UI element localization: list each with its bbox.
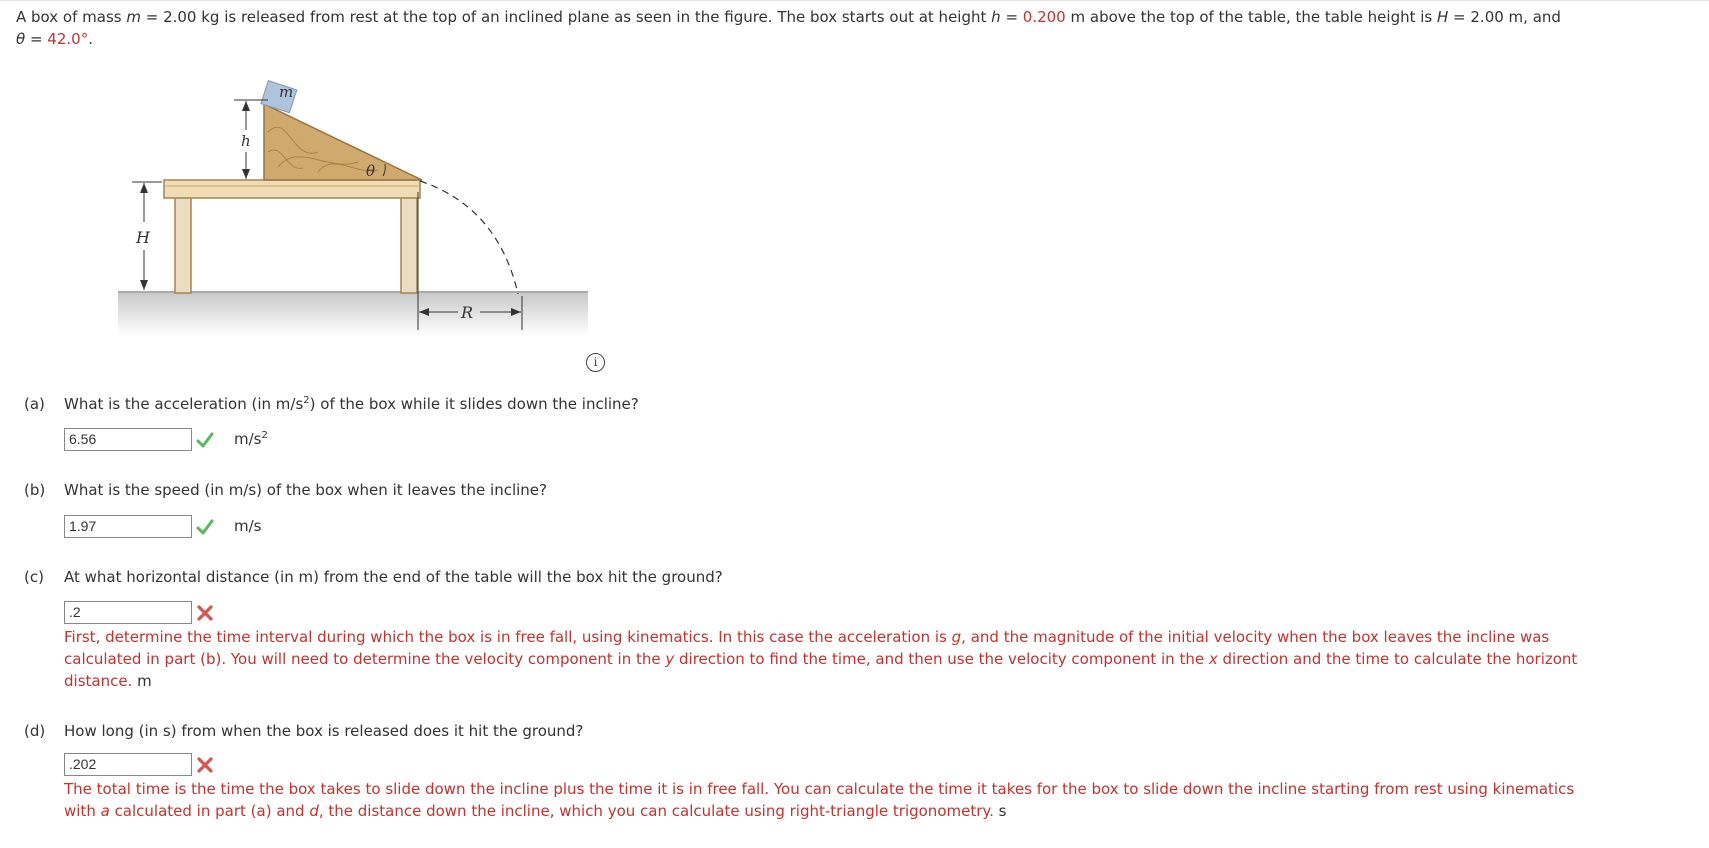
checkmark-icon xyxy=(195,517,215,537)
var-d: d xyxy=(309,802,319,820)
feedback-line xyxy=(64,670,1577,692)
incline-wedge xyxy=(264,104,422,180)
question-text: How long (in s) from when the box is released does it hit the ground? xyxy=(64,722,584,740)
floor xyxy=(118,292,588,336)
feedback-text: distance. xyxy=(64,672,133,690)
answer-input-a[interactable]: 6.56 xyxy=(64,428,192,451)
theta-value: 42.0° xyxy=(47,30,89,48)
x-mark-icon xyxy=(195,755,215,775)
feedback-text: calculated in part (b). You will need to determine the velocity component in the xyxy=(64,650,666,668)
var-H: H xyxy=(1437,8,1449,26)
question-label: (c) xyxy=(24,568,44,586)
problem-statement xyxy=(16,6,1706,50)
question-text: What is the acceleration (in m/s xyxy=(64,395,304,413)
question-text: At what horizontal distance (in m) from the end of the table will the box hit the ground? xyxy=(64,568,723,586)
table-leg-left xyxy=(175,197,191,293)
unit-label: m xyxy=(137,672,152,690)
feedback-d xyxy=(64,778,1574,822)
problem-text: A box of mass xyxy=(16,8,127,26)
var-m: m xyxy=(126,8,141,26)
feedback-line xyxy=(64,800,1574,822)
answer-input-b[interactable]: 1.97 xyxy=(64,515,192,538)
question-b xyxy=(24,481,547,499)
label-h: h xyxy=(241,132,251,150)
feedback-text: , and the magnitude of the initial velocity when the box leaves the incline was xyxy=(961,628,1550,646)
var-g: g xyxy=(951,628,962,646)
question-a xyxy=(24,395,639,413)
var-y: y xyxy=(665,650,675,668)
var-x: x xyxy=(1208,650,1218,668)
feedback-line xyxy=(64,778,1574,800)
answer-input-d[interactable]: .202 xyxy=(64,753,192,776)
question-c xyxy=(24,568,723,586)
problem-line-1 xyxy=(16,6,1706,28)
top-divider xyxy=(0,0,1709,1)
var-h: h xyxy=(991,8,1001,26)
problem-text: = xyxy=(25,30,48,48)
problem-text: = xyxy=(1000,8,1023,26)
table-leg-right xyxy=(401,197,417,293)
unit-label: m/s xyxy=(234,517,262,535)
question-text: ) of the box while it slides down the incline? xyxy=(309,395,639,413)
incline-figure xyxy=(118,72,588,362)
info-icon[interactable]: i xyxy=(586,353,605,372)
feedback-text: calculated in part (a) and xyxy=(109,802,310,820)
feedback-text: direction and the time to calculate the horizont xyxy=(1217,650,1578,668)
label-m: m xyxy=(279,83,294,101)
feedback-line xyxy=(64,648,1577,670)
problem-text: . xyxy=(88,30,93,48)
feedback-line xyxy=(64,626,1577,648)
feedback-text: direction to find the time, and then use the velocity component in the xyxy=(674,650,1209,668)
x-mark-icon xyxy=(195,603,215,623)
question-text: What is the speed (in m/s) of the box when it leaves the incline? xyxy=(64,481,547,499)
feedback-text: First, determine the time interval during which the box is in free fall, using kinematics. In this case the acceleration is xyxy=(64,628,952,646)
feedback-text: , the distance down the incline, which you can calculate using right-triangle trigonometry. xyxy=(318,802,994,820)
h-value: 0.200 xyxy=(1022,8,1066,26)
table-top xyxy=(164,180,420,198)
label-theta: θ xyxy=(366,162,376,180)
answer-input-c[interactable]: .2 xyxy=(64,601,192,624)
unit-text: m/s xyxy=(234,430,262,448)
unit-label: s xyxy=(998,802,1007,820)
question-d xyxy=(24,722,583,740)
question-label: (a) xyxy=(24,395,45,413)
question-label: (d) xyxy=(24,722,46,740)
question-sup: 2 xyxy=(303,395,310,406)
feedback-c xyxy=(64,626,1577,692)
label-R: R xyxy=(461,303,474,322)
problem-text: = 2.00 kg is released from rest at the top of an inclined plane as seen in the figure. The box starts out at height xyxy=(140,8,992,26)
question-label: (b) xyxy=(24,481,46,499)
var-theta: θ xyxy=(16,30,26,48)
unit-sup: 2 xyxy=(261,430,268,441)
feedback-text: with xyxy=(64,802,101,820)
unit-label xyxy=(234,428,268,450)
feedback-text: The total time is the time the box takes to slide down the incline plus the time it is in free fall. You can calculate the time it takes for the box to slide down the incline starting from rest using kinematics xyxy=(64,780,1575,798)
problem-text: = 2.00 m, and xyxy=(1448,8,1561,26)
problem-text: m above the top of the table, the table height is xyxy=(1065,8,1437,26)
var-a: a xyxy=(100,802,110,820)
trajectory xyxy=(420,181,518,294)
label-H: H xyxy=(136,228,150,247)
checkmark-icon xyxy=(195,430,215,450)
problem-line-2 xyxy=(16,28,1706,50)
